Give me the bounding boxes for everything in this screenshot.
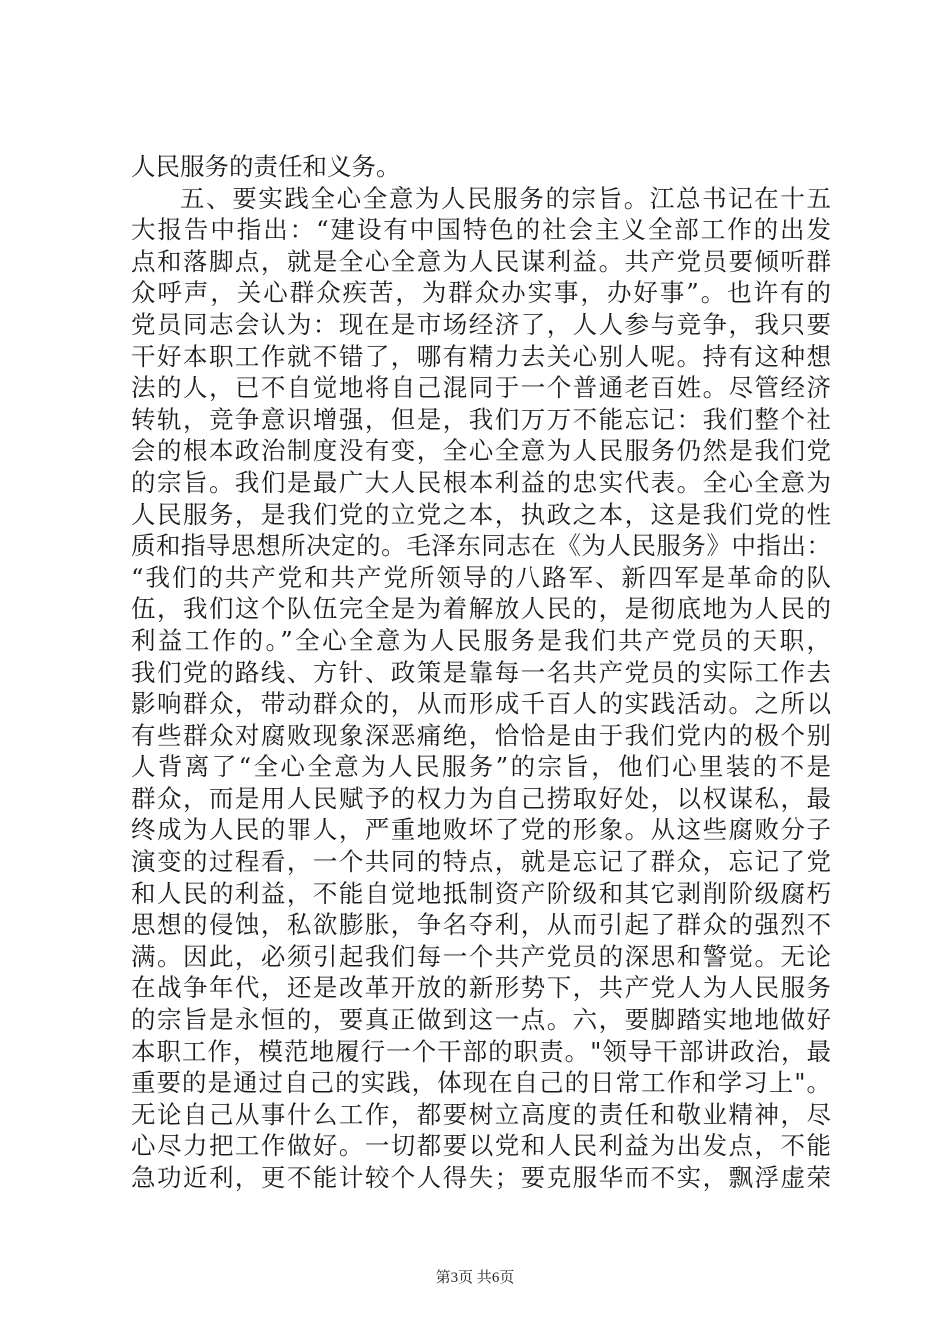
text-line: 和人民的利益，不能自觉地抵制资产阶级和其它剥削阶级腐朽 bbox=[131, 878, 831, 908]
text-line: “我们的共产党和共产党所领导的八路军、新四军是革命的队 bbox=[131, 562, 831, 592]
text-line: 心尽力把工作做好。一切都要以党和人民利益为出发点，不能 bbox=[131, 1131, 831, 1161]
text-line: 的宗旨是永恒的，要真正做到这一点。六，要脚踏实地地做好 bbox=[131, 1005, 831, 1035]
text-line: 终成为人民的罪人，严重地败坏了党的形象。从这些腐败分子 bbox=[131, 815, 831, 845]
text-line: 质和指导思想所决定的。毛泽东同志在《为人民服务》中指出： bbox=[131, 531, 831, 561]
text-line: 众呼声，关心群众疾苦，为群众办实事，办好事”。也许有的 bbox=[131, 278, 831, 308]
page-number-footer: 第3页 共6页 bbox=[435, 1270, 515, 1286]
text-line: 利益工作的。”全心全意为人民服务是我们共产党员的天职， bbox=[131, 625, 831, 655]
text-line: 干好本职工作就不错了，哪有精力去关心别人呢。持有这种想 bbox=[131, 341, 831, 371]
text-line: 本职工作，模范地履行一个干部的职责。"领导干部讲政治，最 bbox=[131, 1036, 831, 1066]
text-line: 五、要实践全心全意为人民服务的宗旨。江总书记在十五 bbox=[180, 183, 831, 213]
text-line: 有些群众对腐败现象深恶痛绝，恰恰是由于我们党内的极个别 bbox=[131, 720, 831, 750]
text-line: 法的人，已不自觉地将自己混同于一个普通老百姓。尽管经济 bbox=[131, 373, 831, 403]
text-line: 人民服务，是我们党的立党之本，执政之本，这是我们党的性 bbox=[131, 499, 831, 529]
text-line: 的宗旨。我们是最广大人民根本利益的忠实代表。全心全意为 bbox=[131, 467, 831, 497]
text-line: 影响群众，带动群众的，从而形成千百人的实践活动。之所以 bbox=[131, 689, 831, 719]
text-line: 党员同志会认为：现在是市场经济了，人人参与竞争，我只要 bbox=[131, 309, 831, 339]
text-line: 大报告中指出：“建设有中国特色的社会主义全部工作的出发 bbox=[131, 215, 831, 245]
text-line: 群众，而是用人民赋予的权力为自己捞取好处，以权谋私，最 bbox=[131, 783, 831, 813]
text-line: 转轨，竞争意识增强，但是，我们万万不能忘记：我们整个社 bbox=[131, 404, 831, 434]
text-line: 满。因此，必须引起我们每一个共产党员的深思和警觉。无论 bbox=[131, 941, 831, 971]
text-line: 人民服务的责任和义务。 bbox=[131, 152, 401, 181]
text-line: 在战争年代，还是改革开放的新形势下，共产党人为人民服务 bbox=[131, 973, 831, 1003]
body-text bbox=[131, 151, 831, 1194]
text-line: 点和落脚点，就是全心全意为人民谋利益。共产党员要倾听群 bbox=[131, 246, 831, 276]
text-line: 无论自己从事什么工作，都要树立高度的责任和敬业精神，尽 bbox=[131, 1099, 831, 1129]
text-line: 演变的过程看，一个共同的特点，就是忘记了群众，忘记了党 bbox=[131, 847, 831, 877]
text-line: 我们党的路线、方针、政策是靠每一名共产党员的实际工作去 bbox=[131, 657, 831, 687]
text-line: 人背离了“全心全意为人民服务”的宗旨，他们心里装的不是 bbox=[131, 752, 831, 782]
text-line: 伍，我们这个队伍完全是为着解放人民的，是彻底地为人民的 bbox=[131, 594, 831, 624]
text-line: 思想的侵蚀，私欲膨胀，争名夺利，从而引起了群众的强烈不 bbox=[131, 910, 831, 940]
text-line: 重要的是通过自己的实践，体现在自己的日常工作和学习上"。 bbox=[131, 1068, 831, 1098]
text-line: 会的根本政治制度没有变，全心全意为人民服务仍然是我们党 bbox=[131, 436, 831, 466]
text-line: 急功近利，更不能计较个人得失；要克服华而不实，飘浮虚荣 bbox=[131, 1163, 831, 1192]
